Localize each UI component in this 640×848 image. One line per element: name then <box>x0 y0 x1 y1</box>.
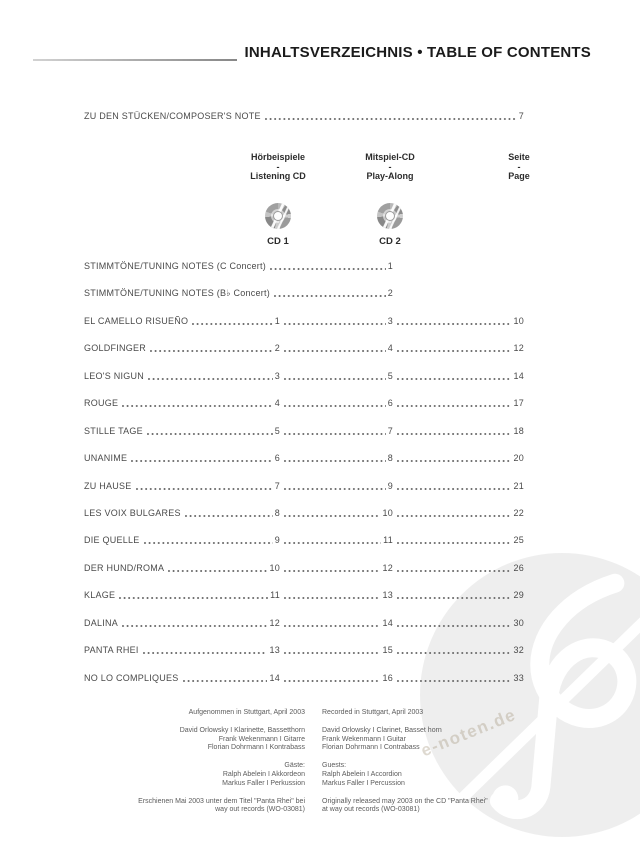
cd2-track-number: 12 <box>382 562 393 573</box>
footer-line: David Orlowsky I Klarinette, Bassetthorn <box>179 726 305 734</box>
footer-line: Frank Wekenmann I Guitar <box>322 735 406 743</box>
toc-segment <box>280 563 393 573</box>
cd1-track-number: 2 <box>274 343 280 354</box>
dot-leader <box>397 350 511 352</box>
toc-row <box>84 645 524 672</box>
page-number: 26 <box>513 562 524 573</box>
dot-leader <box>397 405 511 407</box>
footer-line: Aufgenommen in Stuttgart, April 2003 <box>188 709 305 716</box>
toc-segment <box>84 645 280 655</box>
footer-line: Ralph Abelein I Akkordeon <box>222 770 305 778</box>
toc-segment <box>393 453 524 463</box>
toc-segment <box>280 343 393 353</box>
page-number: 18 <box>513 425 524 436</box>
dot-leader <box>284 542 381 544</box>
dot-leader <box>148 378 273 380</box>
track-title: DER HUND/ROMA <box>84 562 165 573</box>
toc-row <box>84 563 524 590</box>
column-header-listening-en: Listening CD <box>250 170 306 181</box>
footer-line: Florian Dohrmann I Contrabass <box>322 744 420 752</box>
toc-list <box>84 261 524 700</box>
track-title: ZU DEN STÜCKEN/COMPOSER'S NOTE <box>84 111 261 121</box>
toc-segment <box>393 481 524 491</box>
track-title: KLAGE <box>84 590 116 601</box>
page-number: 7 <box>518 111 524 121</box>
page-number: 25 <box>513 535 524 546</box>
track-title: PANTA RHEI <box>84 645 139 656</box>
toc-segment <box>84 563 280 573</box>
toc-segment <box>84 426 280 436</box>
toc-row <box>84 453 524 480</box>
track-title: EL CAMELLO RISUEÑO <box>84 315 189 326</box>
cd2-label: CD 2 <box>379 236 401 247</box>
track-title: DIE QUELLE <box>84 535 140 546</box>
toc-segment <box>280 371 393 381</box>
dot-leader <box>265 118 517 120</box>
dot-leader <box>397 597 511 599</box>
toc-row <box>84 426 524 453</box>
footer-block <box>120 727 305 753</box>
dot-leader <box>136 488 273 490</box>
track-title: LES VOIX BULGARES <box>84 507 181 518</box>
toc-segment <box>84 398 280 408</box>
dot-leader <box>270 268 386 270</box>
track-title: DALINA <box>84 617 119 628</box>
toc-row <box>84 288 524 315</box>
footer-line: Originally released may 2003 on the CD "Panta Rhei" <box>322 797 488 805</box>
dot-leader <box>284 433 386 435</box>
column-header-listening-cd <box>228 152 328 181</box>
cd1-track-number: 8 <box>274 507 280 518</box>
toc-segment <box>280 481 393 491</box>
toc-row <box>84 261 524 288</box>
page-number: 20 <box>513 453 524 464</box>
dot-leader <box>284 570 380 572</box>
cd2-track-number: 2 <box>387 288 393 299</box>
page-number: 17 <box>513 398 524 409</box>
cd2-track-number: 14 <box>382 617 393 628</box>
column-header-separator: - <box>517 161 521 172</box>
footer-right-column <box>322 709 557 824</box>
toc-segment <box>84 316 280 326</box>
dot-leader <box>143 652 268 654</box>
dot-leader <box>284 625 380 627</box>
dot-leader <box>397 433 511 435</box>
footer-line: way out records (WO-03081) <box>215 806 305 814</box>
dot-leader <box>284 680 380 682</box>
toc-segment <box>280 316 393 326</box>
toc-row <box>84 673 524 700</box>
cd1-track-number: 12 <box>269 617 280 628</box>
watermark-text: e-noten.de <box>418 704 519 761</box>
toc-segment <box>280 426 393 436</box>
cd1-track-number: 9 <box>274 535 280 546</box>
dot-leader <box>397 680 511 682</box>
footer-block <box>120 762 305 788</box>
dot-leader <box>284 652 380 654</box>
footer-block <box>322 709 557 718</box>
toc-segment <box>280 645 393 655</box>
toc-segment <box>393 590 524 600</box>
cd1-track-number: 11 <box>270 590 280 601</box>
cd2-icon <box>377 203 403 229</box>
track-title: UNANIME <box>84 453 128 464</box>
toc-row <box>84 398 524 425</box>
toc-row <box>84 590 524 617</box>
cd1-track-number: 1 <box>274 315 280 326</box>
toc-segment <box>393 563 524 573</box>
cd1-track-number: 7 <box>274 480 280 491</box>
cd2-track-number: 5 <box>387 370 393 381</box>
footer-line: Frank Wekenmann I Gitarre <box>218 735 305 743</box>
toc-row <box>84 481 524 508</box>
toc-row <box>84 371 524 398</box>
toc-segment <box>393 371 524 381</box>
dot-leader <box>284 488 386 490</box>
dot-leader <box>397 378 511 380</box>
toc-segment <box>84 288 393 298</box>
dot-leader <box>122 405 272 407</box>
toc-row <box>84 316 524 343</box>
dot-leader <box>284 460 386 462</box>
dot-leader <box>397 570 511 572</box>
toc-segment <box>84 371 280 381</box>
cd2-track-number: 10 <box>382 507 393 518</box>
toc-segment <box>393 343 524 353</box>
footer-line: David Orlowsky I Clarinet, Basset horn <box>322 726 442 734</box>
dot-leader <box>274 295 386 297</box>
footer-block <box>322 762 557 788</box>
page-number: 32 <box>513 645 524 656</box>
dot-leader <box>150 350 273 352</box>
track-title: STIMMTÖNE/TUNING NOTES (C Concert) <box>84 261 267 271</box>
cd1-track-number: 5 <box>274 425 280 436</box>
dot-leader <box>192 323 273 325</box>
page-number: 14 <box>513 370 524 381</box>
column-header-separator: - <box>276 161 280 172</box>
toc-segment <box>393 535 524 545</box>
toc-segment <box>393 316 524 326</box>
cd2-track-number: 4 <box>387 343 393 354</box>
toc-segment <box>84 508 280 518</box>
page-number: 33 <box>513 672 524 683</box>
cd1-track-number: 4 <box>274 398 280 409</box>
column-header-page <box>469 152 569 181</box>
column-header-separator: - <box>388 161 392 172</box>
track-title: GOLDFINGER <box>84 343 147 354</box>
toc-segment <box>280 453 393 463</box>
cd2-track-number: 6 <box>387 398 393 409</box>
composer-note-row <box>84 111 524 138</box>
toc-segment <box>84 535 280 545</box>
toc-segment <box>393 508 524 518</box>
cd2-track-number: 15 <box>382 645 393 656</box>
cd2-track-number: 1 <box>387 261 393 271</box>
page-number: 21 <box>513 480 524 491</box>
dot-leader <box>397 488 511 490</box>
toc-row <box>84 111 524 138</box>
dot-leader <box>397 515 511 517</box>
footer-line: Recorded in Stuttgart, April 2003 <box>322 709 424 716</box>
cd2-track-number: 7 <box>387 425 393 436</box>
page-number: 12 <box>513 343 524 354</box>
column-header-playalong-cd <box>340 152 440 181</box>
dot-leader <box>147 433 273 435</box>
column-header-playalong-en: Play-Along <box>366 170 414 181</box>
cd1-track-number: 14 <box>269 672 280 683</box>
dot-leader <box>284 378 386 380</box>
dot-leader <box>284 350 386 352</box>
toc-segment <box>280 508 393 518</box>
toc-segment <box>84 618 280 628</box>
toc-segment <box>84 673 280 683</box>
page-number: 30 <box>513 617 524 628</box>
dot-leader <box>284 405 386 407</box>
toc-segment <box>84 590 280 600</box>
footer-line: Markus Faller I Perkussion <box>222 779 305 787</box>
dot-leader <box>284 597 380 599</box>
page-number: 10 <box>513 315 524 326</box>
dot-leader <box>284 323 386 325</box>
footer-line: Markus Faller I Percussion <box>322 779 405 787</box>
column-header-listening-de: Hörbeispiele <box>250 152 306 162</box>
page-title: INHALTSVERZEICHNIS • TABLE OF CONTENTS <box>244 44 591 61</box>
toc-segment <box>280 535 393 545</box>
footer-line: Florian Dohrmann I Kontrabass <box>207 744 305 752</box>
dot-leader <box>397 542 511 544</box>
toc-segment <box>393 426 524 436</box>
dot-leader <box>397 323 511 325</box>
dot-leader <box>122 625 267 627</box>
toc-segment <box>393 645 524 655</box>
cd2-track-number: 9 <box>387 480 393 491</box>
cd1-track-number: 3 <box>274 370 280 381</box>
toc-row <box>84 535 524 562</box>
toc-row <box>84 508 524 535</box>
footer-block <box>322 798 557 816</box>
track-title: STILLE TAGE <box>84 425 143 436</box>
dot-leader <box>168 570 267 572</box>
dot-leader <box>183 680 268 682</box>
footer-line: Gäste: <box>284 762 305 770</box>
dot-leader <box>185 515 273 517</box>
cd1-icon <box>265 203 291 229</box>
footer-line: at way out records (WO-03081) <box>322 806 420 814</box>
dot-leader <box>284 515 380 517</box>
dot-leader <box>397 652 511 654</box>
dot-leader <box>144 542 273 544</box>
track-title: ROUGE <box>84 398 119 409</box>
toc-segment <box>84 261 393 271</box>
cd2-track-number: 3 <box>387 315 393 326</box>
dot-leader <box>397 460 511 462</box>
column-header-page-de: Seite <box>508 152 530 162</box>
footer-left-column <box>120 709 305 824</box>
footer-line: Ralph Abelein I Accordion <box>322 770 402 778</box>
track-title: LEO'S NIGUN <box>84 370 144 381</box>
cd2-track-number: 13 <box>382 590 393 601</box>
toc-segment <box>393 618 524 628</box>
toc-row <box>84 618 524 645</box>
toc-segment <box>280 618 393 628</box>
toc-segment <box>393 398 524 408</box>
footer-line: Erschienen Mai 2003 unter dem Titel "Panta Rhei" bei <box>138 797 305 805</box>
dot-leader <box>397 625 511 627</box>
cd2-track-number: 16 <box>382 672 393 683</box>
cd1-track-number: 13 <box>269 645 280 656</box>
toc-row <box>84 343 524 370</box>
track-title: STIMMTÖNE/TUNING NOTES (B♭ Concert) <box>84 288 271 299</box>
toc-segment <box>84 481 280 491</box>
footer-line: Guests: <box>322 762 347 770</box>
toc-segment <box>84 343 280 353</box>
cd2-track-number: 11 <box>383 535 393 546</box>
cd1-track-number: 10 <box>269 562 280 573</box>
cd1-track-number: 6 <box>274 453 280 464</box>
toc-segment <box>393 673 524 683</box>
track-title: ZU HAUSE <box>84 480 132 491</box>
page-number: 22 <box>513 507 524 518</box>
dot-leader <box>119 597 268 599</box>
toc-segment <box>280 398 393 408</box>
dot-leader <box>131 460 272 462</box>
track-title: NO LO COMPLIQUES <box>84 672 179 683</box>
footer-block <box>120 709 305 718</box>
page-number: 29 <box>513 590 524 601</box>
cd1-label: CD 1 <box>267 236 289 247</box>
column-header-page-en: Page <box>508 170 530 181</box>
toc-segment <box>280 590 393 600</box>
toc-segment <box>84 453 280 463</box>
toc-segment <box>84 111 524 121</box>
cd2-track-number: 8 <box>387 453 393 464</box>
toc-segment <box>280 673 393 683</box>
column-header-playalong-de: Mitspiel-CD <box>365 152 415 162</box>
footer-block <box>120 798 305 816</box>
header-rule <box>33 59 237 61</box>
